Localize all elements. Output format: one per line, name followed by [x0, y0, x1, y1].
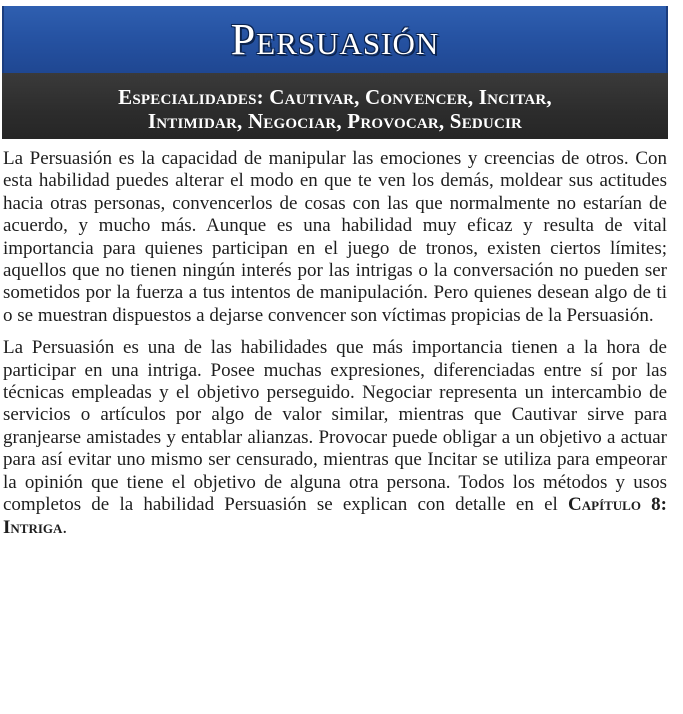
specialties-line-2: Intimidar, Negociar, Provocar, Seducir [147, 109, 523, 133]
paragraph-2 [3, 337, 667, 539]
paragraph-2-end: . [62, 516, 68, 538]
paragraph-1: La Persuasión es la capacidad de manipular las emociones y creencias de otros. Con esta habilidad puedes alterar el modo en que te ven los demás, moldear sus actitudes hacia otras personas, convencerlos de cosas con las que normalmente no estarían de acuerdo, y mucho más. Aunque es una habilidad muy eficaz y resulta de vital importancia para quienes participan en el juego de tronos, existen ciertos límites; aquellos que no tienen ningún interés por las intrigas o la conversación no pueden ser sometidos por la fuerza a tus intentos de manipulación. Pero quienes desean algo de ti o se muestran dispuestos a dejarse convencer son víctimas propicias de la Persuasión. [3, 148, 667, 326]
specialties-band [2, 73, 668, 139]
paragraph-2-text: La Persuasión es una de las habilidades que más importancia tienen a la hora de participar en una intriga. Posee muchas expresiones, diferenciadas entre sí por las técnicas empleadas y el objetivo perseguido. Negociar representa un intercambio de servicios o artículos por algo de valor similar, mientras que Cautivar sirve para granjearse amistades y entablar alianzas. Provocar puede obligar a un objetivo a actuar para así evitar uno mismo ser censurado, mientras que Incitar se utiliza para empeorar la opinión que tiene el objetivo de alguna otra persona. Todos los métodos y usos completos de la habilidad Persuasión se explican con detalle en el [3, 337, 667, 516]
chapter-reference: Capítulo 8: Intriga [3, 494, 668, 538]
specialties-line-1: Especialidades: Cautivar, Convencer, Incitar, [118, 85, 552, 109]
section-title: Persuasión [230, 15, 440, 64]
title-band [2, 6, 668, 73]
specialties-text [2, 85, 668, 133]
body-text [3, 148, 667, 549]
